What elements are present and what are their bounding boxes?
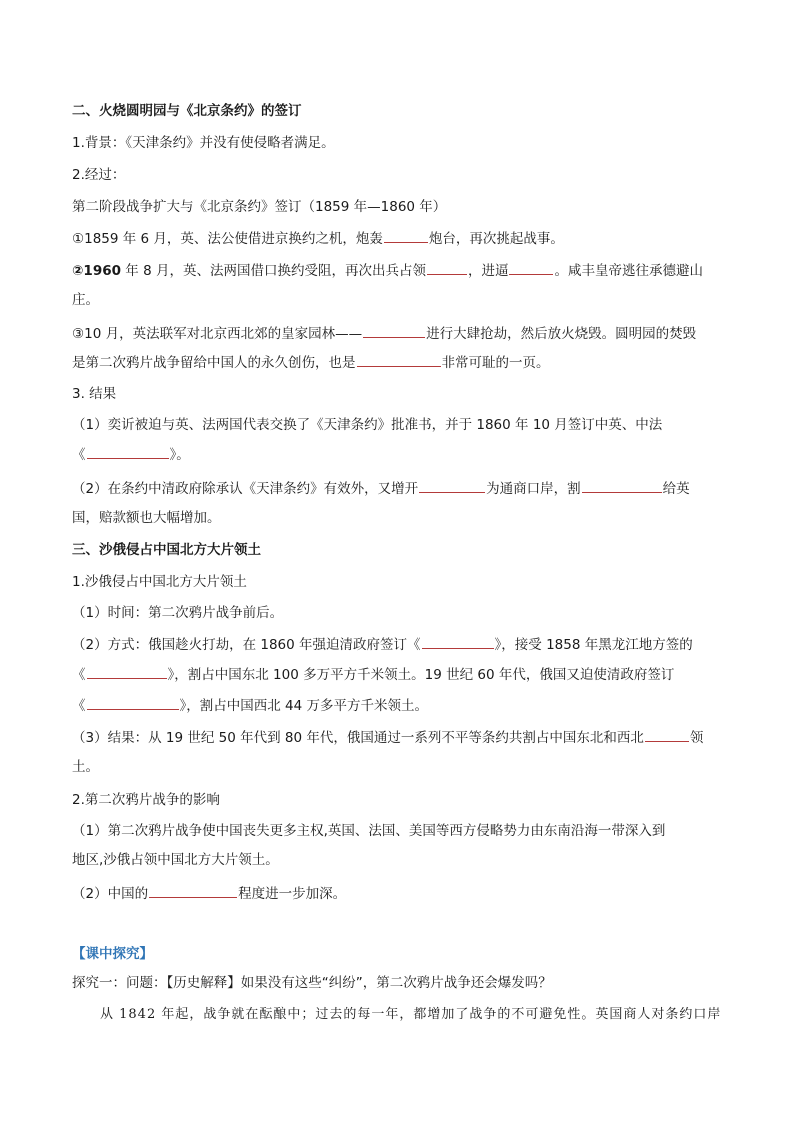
answer-blank[interactable]	[419, 478, 485, 493]
text: （2）中国的	[72, 886, 149, 902]
text: 领	[689, 730, 704, 746]
text: （2）在条约中清政府除承认《天津条约》有效外，又增开	[72, 481, 419, 497]
result-2	[72, 478, 724, 499]
text: 进行大肆抢劫，然后放火烧毁。圆明园的焚毁	[426, 326, 697, 342]
stage-line: 第二阶段战争扩大与《北京条约》签订（1859 年—1860 年）	[72, 199, 447, 215]
answer-blank[interactable]	[427, 260, 467, 275]
answer-blank[interactable]	[87, 664, 167, 679]
point-1	[72, 228, 724, 249]
point-2	[72, 260, 724, 281]
answer-blank[interactable]	[357, 352, 441, 367]
text: （2）方式：俄国趁火打劫，在 1860 年强迫清政府签订《	[72, 637, 421, 653]
background-line: 1.背景：《天津条约》并没有使侵略者满足。	[72, 135, 335, 151]
text: 》，割占中国西北 44 万多平方千米领土。	[179, 698, 429, 714]
subheading: 2.第二次鸦片战争的影响	[72, 792, 220, 808]
text: 。咸丰皇帝逃往承德避山	[554, 263, 703, 279]
text: ，进逼	[467, 263, 509, 279]
text: 为通商口岸，割	[486, 481, 581, 497]
text: 程度进一步加深。	[238, 886, 347, 902]
text: 是第二次鸦片战争留给中国人的永久创伤，也是	[72, 355, 356, 371]
text: 》，割占中国东北 100 多万平方千米领土。19 世纪 60 年代，俄国又迫使清政府签订	[167, 667, 675, 683]
text: 非常可耻的一页。	[441, 355, 550, 371]
result-title: 3. 结果	[72, 386, 117, 402]
answer-blank[interactable]	[87, 444, 169, 459]
impact-1-cont: 地区,沙俄占领中国北方大片领土。	[72, 852, 279, 868]
result-line	[72, 727, 724, 748]
subheading: 1.沙俄侵占中国北方大片领土	[72, 574, 247, 590]
method-line-2	[72, 664, 724, 685]
result-line-cont: 土。	[72, 759, 99, 775]
text: （3）结果：从 19 世纪 50 年代到 80 年代，俄国通过一系列不平等条约共割占中国东北和西北	[72, 730, 644, 746]
process-title: 2.经过：	[72, 167, 126, 183]
result-2-cont: 国，赔款额也大幅增加。	[72, 510, 221, 526]
answer-blank[interactable]	[509, 260, 553, 275]
text: 给英	[662, 481, 690, 497]
point-3-cont	[72, 352, 724, 373]
section-heading: 二、火烧圆明园与《北京条约》的签订	[72, 103, 302, 119]
text: 《	[72, 667, 86, 683]
text: ②1960	[72, 263, 122, 279]
answer-blank[interactable]	[149, 883, 237, 898]
text: 》。	[169, 447, 190, 463]
text: 年 8 月，英、法两国借口换约受阻，再次出兵占领	[121, 263, 426, 279]
time-line: （1）时间：第二次鸦片战争前后。	[72, 605, 284, 621]
answer-blank[interactable]	[582, 478, 662, 493]
point-2-cont: 庄。	[72, 292, 99, 308]
text: 炮台，再次挑起战事。	[428, 231, 564, 247]
answer-blank[interactable]	[363, 323, 425, 338]
text: 》，接受 1858 年黑龙江地方签的	[494, 637, 693, 653]
method-line	[72, 634, 724, 655]
method-line-3	[72, 695, 724, 716]
impact-1: （1）第二次鸦片战争使中国丧失更多主权,英国、法国、美国等西方侵略势力由东南沿海一带深入到	[72, 823, 666, 839]
text: 《	[72, 447, 86, 463]
answer-blank[interactable]	[384, 228, 428, 243]
result-1: （1）奕䜣被迫与英、法两国代表交换了《天津条约》批准书，并于 1860 年 10 月签订中英、中法	[72, 417, 663, 433]
text: 《	[72, 698, 86, 714]
impact-2	[72, 883, 724, 904]
point-3	[72, 323, 724, 344]
text: ③10 月，英法联军对北京西北郊的皇家园林——	[72, 326, 363, 342]
answer-blank[interactable]	[422, 634, 494, 649]
explore-question: 探究一：问题：【历史解释】如果没有这些“纠纷”，第二次鸦片战争还会爆发吗？	[72, 975, 552, 991]
result-1-cont	[72, 444, 724, 465]
explore-label: 【课中探究】	[72, 946, 153, 962]
text: ①1859 年 6 月，英、法公使借进京换约之机，炮轰	[72, 231, 383, 247]
section-heading: 三、沙俄侵占中国北方大片领土	[72, 542, 261, 558]
answer-blank[interactable]	[645, 727, 689, 742]
quote-line: 从 1842 年起，战争就在酝酿中；过去的每一年，都增加了战争的不可避免性。英国商人对条约口岸	[100, 1007, 722, 1022]
answer-blank[interactable]	[87, 695, 179, 710]
